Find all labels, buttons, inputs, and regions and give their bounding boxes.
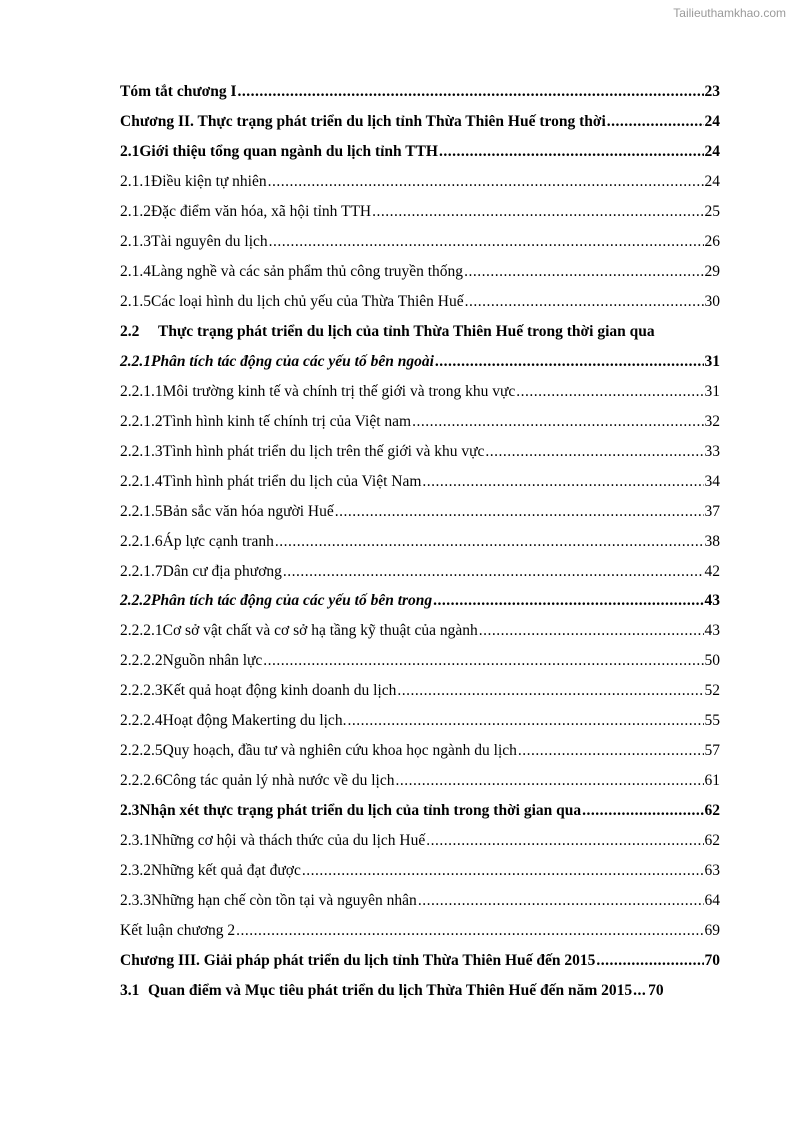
toc-entry-title: Thực trạng phát triển du lịch của tỉnh Thừa Thiên Huế trong thời gian qua — [158, 322, 655, 340]
toc-entry[interactable] — [120, 682, 720, 712]
toc-entry-title: Những kết quả đạt được — [151, 862, 301, 880]
toc-entry-number: 2.3 — [120, 802, 140, 820]
toc-entry[interactable] — [120, 563, 720, 593]
dot-leader — [439, 143, 704, 161]
dot-leader — [426, 832, 703, 850]
toc-entry[interactable] — [120, 293, 720, 323]
toc-entry-page: 31 — [704, 352, 720, 370]
toc-entry-number: 2.2.1.1 — [120, 382, 163, 400]
toc-entry-number: 2.2 — [120, 322, 140, 340]
dot-leader — [268, 173, 704, 191]
toc-entry-title: Chương II. Thực trạng phát triển du lịch tỉnh Thừa Thiên Huế trong thời — [120, 112, 606, 130]
dot-leader — [516, 383, 703, 401]
toc-entry[interactable] — [120, 383, 720, 413]
dot-leader — [479, 622, 704, 640]
dot-leader — [596, 952, 703, 970]
dot-leader — [335, 503, 704, 521]
dot-leader — [269, 233, 704, 251]
toc-entry-number: 2.1.1 — [120, 172, 151, 190]
toc-entry[interactable] — [120, 772, 720, 802]
toc-entry[interactable] — [120, 233, 720, 263]
toc-entry-page: 23 — [704, 83, 720, 100]
toc-entry-page: 24 — [704, 112, 720, 130]
toc-entry-title: Các loại hình du lịch chủ yếu của Thừa Thiên Huế — [151, 292, 464, 310]
dot-leader — [397, 682, 703, 700]
toc-entry-number: 2.3.1 — [120, 832, 151, 850]
toc-entry-title: Nguồn nhân lực — [162, 652, 263, 670]
dot-leader — [633, 982, 647, 1000]
dot-leader — [263, 652, 703, 670]
toc-entry[interactable] — [120, 712, 720, 742]
toc-entry-number: 3.1 — [120, 982, 140, 1000]
dot-leader — [422, 473, 703, 491]
toc-entry-page: 34 — [704, 472, 720, 490]
toc-entry-number: 2.2.1.3 — [120, 442, 163, 460]
toc-entry-title: Tóm tắt chương I — [120, 83, 237, 100]
toc-entry-page: 43 — [704, 622, 720, 640]
dot-leader — [433, 592, 703, 610]
toc-entry-title: Bản sắc văn hóa người Huế — [162, 502, 334, 520]
toc-entry-page: 57 — [704, 742, 720, 760]
watermark: Tailieuthamkhao.com — [673, 6, 786, 20]
dot-leader — [582, 802, 703, 820]
toc-entry[interactable] — [120, 443, 720, 473]
dot-leader — [518, 742, 704, 760]
dot-leader — [283, 563, 704, 581]
toc-entry[interactable] — [120, 922, 720, 952]
dot-leader — [607, 113, 704, 131]
toc-entry-page: 33 — [704, 442, 720, 460]
toc-entry[interactable] — [120, 113, 720, 143]
toc-entry-page: 43 — [704, 592, 720, 610]
dot-leader — [347, 712, 703, 730]
toc-entry-page: 42 — [704, 562, 720, 580]
toc-entry-page: 61 — [704, 772, 720, 790]
dot-leader — [395, 772, 703, 790]
toc-entry[interactable] — [120, 83, 720, 113]
toc-entry[interactable] — [120, 982, 720, 1012]
toc-entry[interactable] — [120, 263, 720, 293]
toc-entry[interactable] — [120, 173, 720, 203]
toc-entry-page: 70 — [648, 982, 664, 1000]
dot-leader — [236, 922, 703, 940]
toc-entry-number: 2.2.1 — [120, 352, 151, 370]
toc-entry[interactable] — [120, 503, 720, 533]
toc-entry-page: 26 — [704, 232, 720, 250]
toc-entry[interactable] — [120, 952, 720, 982]
toc-entry[interactable] — [120, 413, 720, 443]
toc-entry-title: Nhận xét thực trạng phát triển du lịch của tỉnh trong thời gian qua — [139, 802, 582, 820]
toc-entry-title: Chương III. Giải pháp phát triển du lịch tỉnh Thừa Thiên Huế đến 2015 — [120, 952, 596, 970]
toc-entry-page: 24 — [704, 172, 720, 190]
toc-entry-title: Kết quả hoạt động kinh doanh du lịch — [162, 682, 397, 700]
toc-entry-page: 63 — [704, 862, 720, 880]
toc-entry-title: Tình hình phát triển du lịch trên thế giới và khu vực — [162, 442, 485, 460]
toc-entry-number: 2.2.1.5 — [120, 502, 163, 520]
toc-entry[interactable] — [120, 802, 720, 832]
toc-entry-page: 32 — [704, 412, 720, 430]
toc-entry-title: Phân tích tác động của các yếu tố bên ngoài — [151, 352, 434, 370]
dot-leader — [412, 413, 703, 431]
toc-entry[interactable] — [120, 353, 720, 383]
toc-entry-title: Giới thiệu tổng quan ngành du lịch tỉnh TTH — [139, 142, 438, 160]
toc-entry-page: 52 — [704, 682, 720, 700]
toc-entry-title: Tài nguyên du lịch — [151, 232, 268, 250]
toc-entry-title: Kết luận chương 2 — [120, 922, 236, 940]
toc-entry[interactable] — [120, 832, 720, 862]
toc-entry[interactable] — [120, 892, 720, 922]
toc-entry-page: 62 — [704, 832, 720, 850]
toc-entry[interactable] — [120, 652, 720, 682]
toc-entry-title: Dân cư địa phương — [162, 562, 282, 580]
dot-leader — [302, 862, 704, 880]
toc-entry-number: 2.1.5 — [120, 292, 151, 310]
toc-entry[interactable] — [120, 473, 720, 503]
toc-entry-number: 2.2.1.4 — [120, 472, 163, 490]
toc-entry[interactable] — [120, 592, 720, 622]
toc-entry-number: 2.2.2.3 — [120, 682, 163, 700]
toc-entry-number: 2.2.1.2 — [120, 412, 163, 430]
toc-entry[interactable] — [120, 533, 720, 563]
toc-entry-title: Quan điểm và Mục tiêu phát triển du lịch Thừa Thiên Huế đến năm 2015 — [148, 982, 633, 1000]
table-of-contents — [120, 83, 720, 1012]
dot-leader — [464, 263, 703, 281]
toc-entry-number: 2.2.1.7 — [120, 562, 163, 580]
toc-entry-page: 38 — [704, 532, 720, 550]
toc-entry-number: 2.3.3 — [120, 892, 151, 910]
toc-entry-title: Những cơ hội và thách thức của du lịch Huế — [151, 832, 426, 850]
toc-entry-title: Tình hình kinh tế chính trị của Việt nam — [162, 412, 412, 430]
toc-entry-page: 37 — [704, 502, 720, 520]
toc-entry[interactable] — [120, 323, 720, 353]
toc-entry-page: 30 — [704, 292, 720, 310]
toc-entry-number: 2.1.3 — [120, 232, 151, 250]
toc-entry-number: 2.2.2.2 — [120, 652, 163, 670]
toc-entry-number: 2.2.2.4 — [120, 712, 163, 730]
toc-entry-title: Làng nghề và các sản phẩm thủ công truyền thống — [151, 262, 464, 280]
toc-entry-title: Cơ sở vật chất và cơ sở hạ tầng kỹ thuật của ngành — [162, 622, 478, 640]
toc-entry-number: 2.1 — [120, 142, 140, 160]
toc-entry-number: 2.2.2 — [120, 592, 151, 610]
toc-entry-title: Phân tích tác động của các yếu tố bên trong — [151, 592, 433, 610]
toc-entry[interactable] — [120, 742, 720, 772]
toc-entry-title: Áp lực cạnh tranh — [162, 532, 274, 550]
toc-entry[interactable] — [120, 203, 720, 233]
toc-entry-page: 69 — [704, 922, 720, 940]
toc-entry-title: Hoạt động Makerting du lịch. — [162, 712, 347, 730]
toc-entry-title: Đặc điểm văn hóa, xã hội tỉnh TTH — [151, 202, 372, 220]
toc-entry[interactable] — [120, 143, 720, 173]
toc-entry-number: 2.2.2.5 — [120, 742, 163, 760]
toc-entry-page: 55 — [704, 712, 720, 730]
dot-leader — [465, 293, 704, 311]
toc-entry[interactable] — [120, 622, 720, 652]
toc-entry[interactable] — [120, 862, 720, 892]
dot-leader — [418, 892, 704, 910]
dot-leader — [435, 353, 704, 371]
toc-entry-title: Môi trường kinh tế và chính trị thế giới và trong khu vực — [162, 382, 516, 400]
toc-entry-title: Tình hình phát triển du lịch của Việt Nam — [162, 472, 422, 490]
toc-entry-number: 2.3.2 — [120, 862, 151, 880]
toc-entry-page: 70 — [704, 952, 720, 970]
dot-leader — [372, 203, 703, 221]
toc-entry-number: 2.1.2 — [120, 202, 151, 220]
toc-entry-page: 24 — [704, 142, 720, 160]
toc-entry-page: 64 — [704, 892, 720, 910]
toc-entry-page: 25 — [704, 202, 720, 220]
toc-entry-page: 29 — [704, 262, 720, 280]
toc-entry-title: Những hạn chế còn tồn tại và nguyên nhân — [151, 892, 417, 910]
toc-entry-page: 50 — [704, 652, 720, 670]
toc-entry-number: 2.2.2.6 — [120, 772, 163, 790]
toc-entry-number: 2.1.4 — [120, 262, 151, 280]
toc-entry-page: 62 — [704, 802, 720, 820]
toc-entry-title: Công tác quản lý nhà nước về du lịch — [162, 772, 395, 790]
dot-leader — [238, 83, 704, 101]
toc-entry-title: Quy hoạch, đầu tư và nghiên cứu khoa học ngành du lịch — [162, 742, 517, 760]
toc-entry-page: 31 — [704, 382, 720, 400]
toc-entry-title: Điều kiện tự nhiên — [151, 172, 267, 190]
toc-entry-number: 2.2.1.6 — [120, 532, 163, 550]
toc-entry-number: 2.2.2.1 — [120, 622, 163, 640]
dot-leader — [275, 533, 704, 551]
dot-leader — [485, 443, 703, 461]
